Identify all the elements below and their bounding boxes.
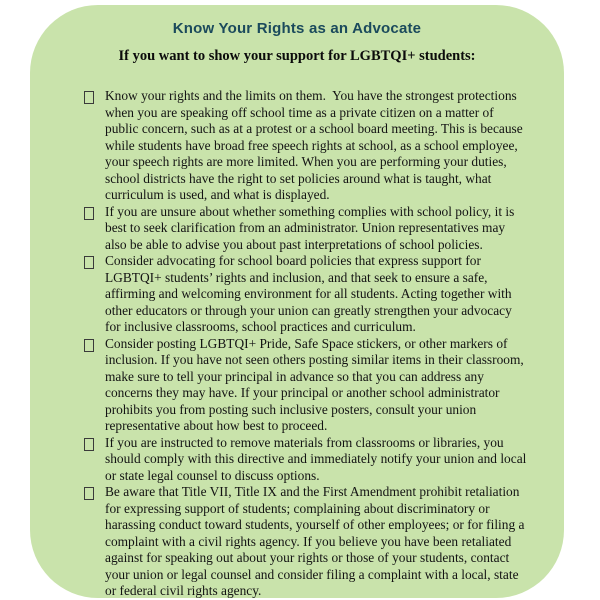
empty-checkbox-icon [84, 487, 94, 500]
list-item-text: Be aware that Title VII, Title IX and the First Amendment prohibit retaliation for expressing support of students; complaining about discriminatory or harassing conduct toward students, yourself of other employees; or for filing a complaint with a civil rights agency. If you believe you have been retaliated against for speaking out about your rights or those of your students, contact your union or legal counsel and consider filing a complaint with a local, state or federal civil rights agency. [105, 484, 528, 598]
rights-list [30, 88, 564, 600]
empty-checkbox-icon [84, 207, 94, 220]
page-title: Know Your Rights as an Advocate [172, 20, 422, 37]
empty-checkbox-icon [84, 256, 94, 269]
empty-checkbox-icon [84, 91, 94, 104]
list-item-text: Know your rights and the limits on them. You have the strongest protections when you are speaking off school time as a private citizen on a matter of public concern, such as at a protest or a school board meeting. This is because while students have broad free speech rights at school, as a school employee, your speech rights are more limited. When you are performing your duties, school districts have the right to set policies around what is taught, what curriculum is used, and what is displayed. [105, 88, 527, 202]
list-item-text: Consider posting LGBTQI+ Pride, Safe Space stickers, or other markers of inclusion. If you have not seen others posting similar items in their classroom, make sure to tell your principal in advance so that you can address any concerns they may have. If your principal or another school administrator prohibits you from posting such inclusive posters, consult your union representative about how best to proceed. [105, 335, 528, 433]
list-item [84, 336, 528, 435]
list-item-text: If you are unsure about whether something complies with school policy, it is best to seek clarification from an administrator. Union representatives may also be able to advise you about past interpretations of school policies. [105, 203, 518, 252]
list-item-text: If you are instructed to remove materials from classrooms or libraries, you should comply with this directive and immediately notify your union and local or state legal counsel to discuss options. [105, 434, 530, 483]
list-item [84, 88, 528, 204]
page-subtitle: If you want to show your support for LGBTQI+ students: [118, 48, 476, 64]
list-item [84, 204, 528, 254]
advocate-rights-card [30, 5, 564, 598]
list-item-text: Consider advocating for school board policies that express support for LGBTQI+ students’ rights and inclusion, and that seek to ensure a safe, affirming and welcoming environment for all students. Acting together with other educators or through your union can greatly strengthen your advocacy for inclusive classrooms, school practices and curriculum. [105, 253, 516, 334]
list-item [84, 484, 528, 600]
empty-checkbox-icon [84, 438, 94, 451]
list-item [84, 435, 528, 485]
list-item [84, 253, 528, 336]
empty-checkbox-icon [84, 339, 94, 352]
